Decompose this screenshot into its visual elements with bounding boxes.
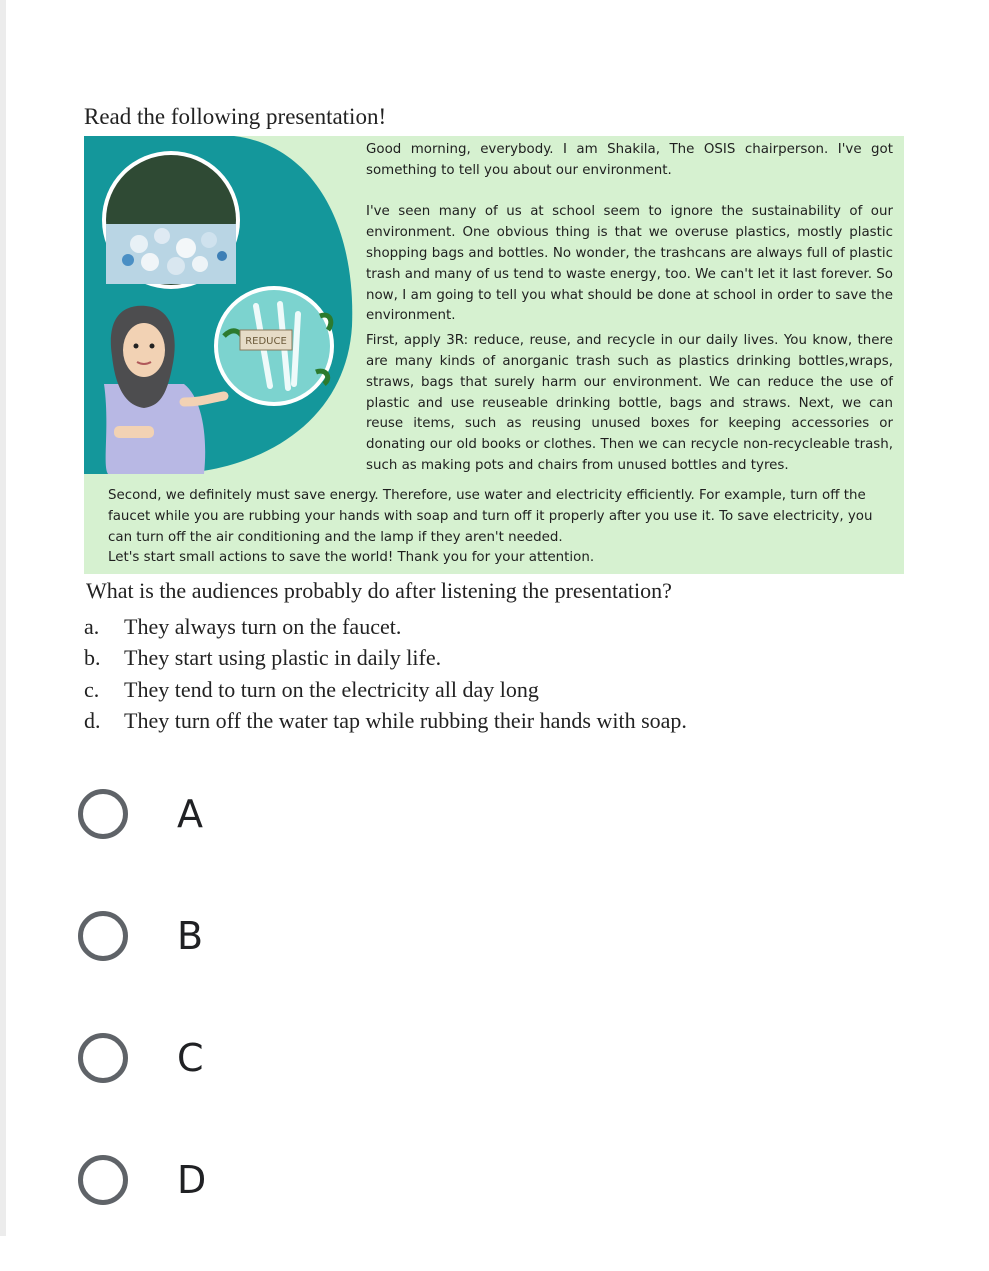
option-text: They start using plastic in daily life.	[124, 645, 442, 671]
radio-button-c[interactable]	[78, 1033, 128, 1083]
question-options	[84, 611, 687, 737]
presentation-text-bottom	[108, 486, 894, 569]
reduce-sign-text: REDUCE	[245, 336, 287, 347]
paragraph-energy: Second, we definitely must save energy. Therefore, use water and electricity efficiently. For example, turn off the faucet while you are rubbing your hands with soap and turn off it properly after you use it. To save electricity, you can turn off the air conditioning and the lamp if they aren't needed.	[108, 488, 873, 545]
radio-button-d[interactable]	[78, 1155, 128, 1205]
option-text: They always turn on the faucet.	[124, 613, 402, 639]
option-a	[84, 611, 687, 643]
paragraph-problem: I've seen many of us at school seem to ignore the sustainability of our environment. One obvious thing is that we overuse plastics, mostly plastic shopping bags and bottles. No wonder, the trashcans are always full of plastic trash and many of us tend to waste energy, too. We can't let it last forever. So now, I am going to tell you what should be done at school in order to save the environment.	[366, 204, 893, 324]
option-letter: c.	[84, 676, 100, 702]
instruction-text: Read the following presentation!	[84, 104, 387, 129]
paragraph-greeting: Good morning, everybody. I am Shakila, The OSIS chairperson. I've got something to tell you about our environment.	[366, 142, 893, 178]
answer-choice-a[interactable]	[78, 783, 206, 845]
paragraph-3r: First, apply 3R: reduce, reuse, and recycle in our daily lives. You know, there are many kinds of anorganic trash such as plastics drinking bottles,wraps, straws, bags that surely harm our environment. We can reduce the use of plastic and use reuseable drinking bottle, bags and straws. Next, we can reuse items, such as reusing unused boxes for keeping accessories or donating our old books or clothes. Then we can recycle non-recycleable trash, such as making pots and chairs from unused bottles and tyres.	[366, 333, 893, 473]
answer-choices	[78, 783, 206, 1271]
paragraph-closing: Let's start small actions to save the world! Thank you for your attention.	[108, 550, 595, 566]
answer-label[interactable]: D	[177, 1158, 207, 1202]
option-letter: d.	[84, 708, 101, 734]
illustration-graphic	[84, 136, 356, 474]
presentation-illustration	[84, 136, 356, 474]
option-c	[84, 674, 687, 706]
question-text: What is the audiences probably do after listening the presentation?	[86, 578, 672, 603]
radio-button-b[interactable]	[78, 911, 128, 961]
answer-choice-c[interactable]	[78, 1027, 206, 1089]
option-letter: a.	[84, 613, 100, 639]
option-b	[84, 643, 687, 675]
option-text: They turn off the water tap while rubbing their hands with soap.	[124, 708, 687, 734]
option-letter: b.	[84, 645, 101, 671]
radio-button-a[interactable]	[78, 789, 128, 839]
answer-label[interactable]: C	[177, 1036, 204, 1080]
option-text: They tend to turn on the electricity all day long	[124, 676, 539, 702]
presentation-panel	[84, 136, 904, 574]
answer-choice-d[interactable]	[78, 1149, 206, 1211]
answer-choice-b[interactable]	[78, 905, 206, 967]
presentation-text-right	[366, 140, 893, 477]
option-d	[84, 706, 687, 738]
answer-label[interactable]: A	[177, 792, 203, 836]
page-left-border	[0, 0, 6, 1236]
answer-label[interactable]: B	[177, 914, 204, 958]
